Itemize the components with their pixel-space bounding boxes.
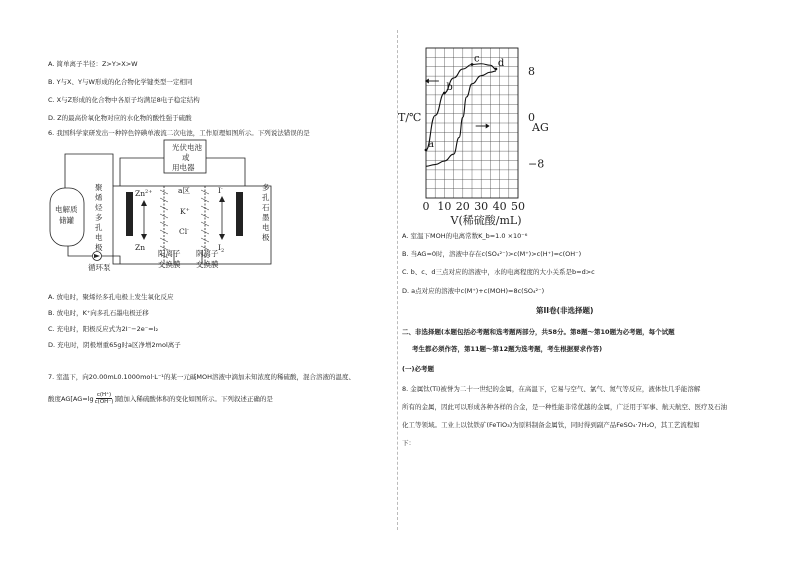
y-axis-label-left: T/℃ [398, 111, 422, 124]
svg-text:烃: 烃 [95, 203, 103, 212]
point-label-d: d [497, 58, 505, 69]
point-label-b: b [446, 82, 453, 93]
svg-text:孔: 孔 [262, 193, 270, 202]
q6-stem: 6. 我国科学家研发出一种锌色锌碘单液流二次电池，工作原理如图所示。下列说法错误的是 [48, 129, 310, 137]
y-axis-label-right: AG [532, 121, 549, 134]
q6-option-d: D. 充电时，阴极增重65g时a区净增2mol离子 [48, 341, 181, 349]
tank-label-1: 电解质 [55, 205, 78, 214]
svg-text:多: 多 [95, 213, 103, 222]
q6-option-a: A. 放电时，聚烯烃多孔电极上发生氧化反应 [48, 293, 174, 301]
svg-text:极: 极 [262, 233, 270, 242]
ag-arrow-head [486, 124, 490, 129]
q7-stem-line2: 酸度AG[AG=lg c(H⁺) c(OH⁻) ]随加入稀硫酸体积的变化如图所示。下列叙述正确的是 [48, 392, 273, 405]
q5-option-a: A. 简单离子半径：Z>Y>X>W [48, 60, 138, 68]
point-c [471, 63, 474, 66]
svg-text:多: 多 [262, 183, 270, 192]
svg-text:电: 电 [95, 233, 103, 242]
q7-chart [396, 38, 616, 228]
q5-option-b: B. Y与X、Y与W形成的化合物化学键类型一定相同 [48, 78, 193, 86]
pv-box-line1: 光伏电池 [172, 143, 202, 152]
x-tick-label: 30 [474, 200, 489, 213]
q7-stem-line1: 7. 室温下，向20.00mL0.1000mol·L⁻¹的某一元碱MOH溶液中滴加未知浓度的稀硫酸，混合溶液的温度、 [48, 373, 356, 381]
pump-label: 循环泵 [88, 263, 111, 272]
q8-line-1: 8. 金属钛(Ti)被誉为二十一世纪的金属，在高温下，它易与空气、氯气、氮气等反应，液体钛几乎能溶解 [402, 385, 701, 393]
q6-option-c: C. 充电时，阳极反应式为2I⁻−2e⁻=I₂ [48, 325, 159, 333]
tank-label-2: 储罐 [59, 216, 74, 225]
q6-option-b: B. 放电时，K⁺向多孔石墨电极迁移 [48, 309, 149, 317]
x-tick-label: 20 [455, 200, 470, 213]
zn2-label: $Zn^{2+}$ [135, 189, 153, 198]
x-tick-label: 10 [437, 200, 452, 213]
svg-text:孔: 孔 [95, 223, 103, 232]
temp-arrow-head [425, 79, 429, 84]
q8-line-2: 所有的金属，因此可以形成各种各样的合金，是一种性能非常优越的金属，广泛用于军事、航天航空、医疗及石油 [402, 403, 727, 411]
q7-option-b: B. 当AG=0时，溶液中存在c(SO₄²⁻)>c(M⁺)>c(H⁺)=c(OH⁻) [402, 250, 582, 258]
point-a [425, 149, 428, 152]
iminus-label: I- [218, 186, 223, 195]
x-axis-label: V(稀硫酸/mL) [450, 214, 522, 227]
svg-text:烯: 烯 [95, 193, 103, 202]
subsection-title: (一)必考题 [402, 365, 434, 373]
kplus-label: K+ [180, 207, 190, 216]
point-label-a: a [428, 139, 434, 150]
q5-option-d: D. Z的最高价氧化物对应的水化物的酸性强于硫酸 [48, 114, 192, 122]
q7-option-d: D. a点对应的溶液中c(M⁺)+c(MOH)=8c(SO₄²⁻) [402, 287, 545, 295]
ag-fraction: c(H⁺) c(OH⁻) [94, 392, 114, 405]
pv-box-line2: 或 [182, 153, 190, 162]
i2-label: $I_2$ [218, 243, 225, 254]
section-desc-1: 二、非选择题(本题包括必考题和选考题两部分，共58分。第8题～第10题为必考题，每个试题 [402, 328, 675, 336]
svg-text:石: 石 [262, 203, 270, 212]
x-tick-label: 40 [492, 200, 507, 213]
temperature-curve [426, 64, 496, 150]
point-d [495, 68, 498, 71]
zn-label: Zn [135, 243, 146, 252]
q8-line-3: 化工等领域。工业上以钛铁矿(FeTiO₃)为原料制备金属钛，同时得到副产品FeSO₄·7H₂O，其工艺流程如 [402, 421, 700, 429]
y-tick-label-right: −8 [528, 157, 545, 171]
cl-label: Cl- [179, 227, 189, 236]
pv-box-line3: 用电器 [172, 163, 195, 172]
region-a-label: a区 [178, 186, 190, 195]
x-tick-label: 0 [422, 200, 430, 213]
section-desc-2: 考生都必须作答，第11题～第12题为选考题，考生根据要求作答) [412, 345, 603, 353]
svg-text:电: 电 [262, 223, 270, 232]
x-tick-label: 50 [511, 200, 525, 213]
svg-text:墨: 墨 [262, 213, 270, 222]
q7-option-c: C. b、c、d三点对应的溶液中，水的电离程度的大小关系是b=d>c [402, 268, 595, 276]
q7-option-a: A. 室温下MOH的电离常数K_b=1.0 ×10⁻⁶ [402, 232, 528, 240]
svg-text:聚: 聚 [95, 183, 103, 192]
svg-text:极: 极 [95, 243, 103, 252]
y-tick-label-right: 0 [528, 111, 535, 125]
q8-line-4: 下： [402, 439, 415, 447]
y-tick-label-right: 8 [528, 65, 535, 79]
point-label-c: c [474, 53, 480, 65]
section-title: 第II卷(非选择题) [536, 306, 594, 315]
q5-option-c: C. X与Z形成的化合物中各原子均满足8电子稳定结构 [48, 96, 200, 104]
right-electrode-label [262, 182, 270, 242]
point-b [443, 92, 446, 95]
left-electrode-label [95, 183, 103, 252]
